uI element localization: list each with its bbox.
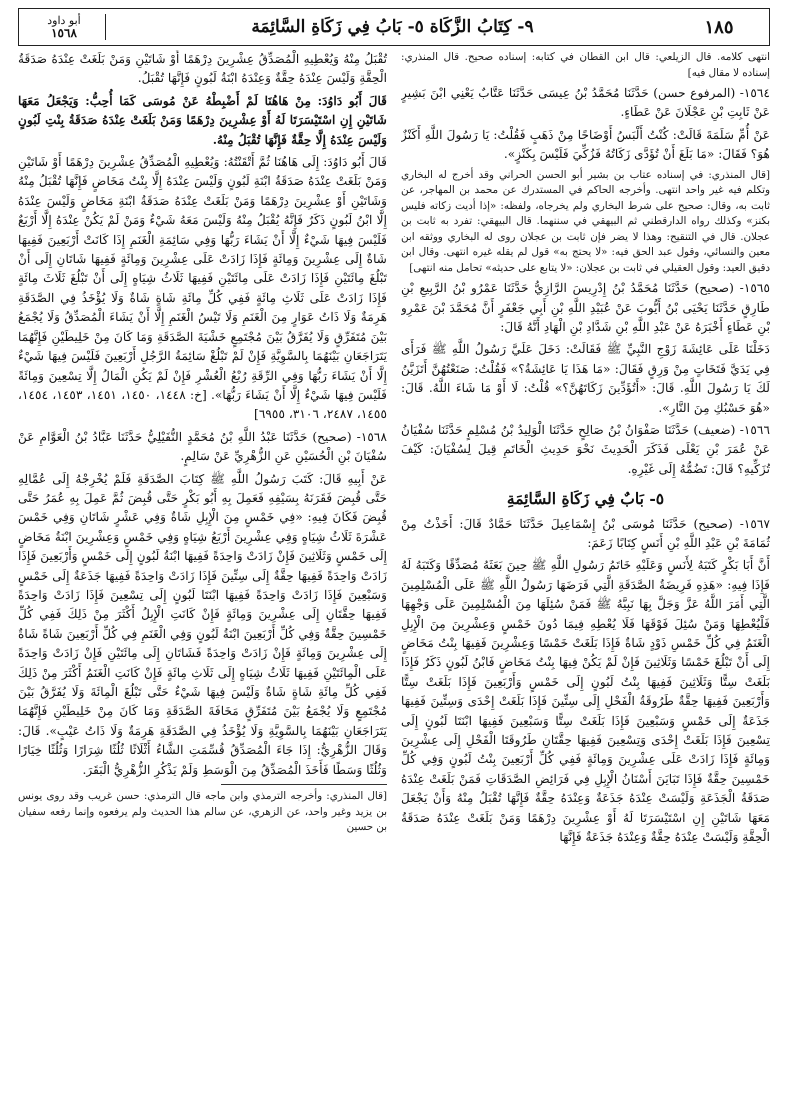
hadith-1565-isnad: ١٥٦٥- (صحيح) حَدَّثَنَا مُحَمَّدُ بْنُ إِدْرِيسَ الرَّازِيُّ حَدَّثَنَا عَمْرُو بْنُ الرَّبِيعِ بْنِ طَارِقٍ حَدَّثَنَا يَحْيَى بْنُ أَيُّوبَ عَنْ عُبَيْدِ اللَّهِ بْنِ أَبِي جَعْفَرٍ أَنَّ مُحَمَّدَ بْنَ عَمْرِو بْنِ عَطَاءٍ أَخْبَرَهُ عَنْ عَبْدِ اللَّهِ بْنِ شَدَّادِ بْنِ الْهَادِ أَنَّهُ قَالَ: <box>401 281 770 334</box>
hadith-1567-continuation: تُقْبَلُ مِنْهُ وَيُعْطِيهِ الْمُصَدِّقُ عِشْرِينَ دِرْهَمًا أَوْ شَاتَيْنِ وَمَنْ بَلَغَتْ عِنْدَهُ صَدَقَةُ الْحِقَّةِ وَلَيْسَ عِنْدَهُ حِقَّةٌ وَعِنْدَهُ ابْنَةُ لَبُونٍ فَإِنَّهَا تُقْبَلُ. <box>18 52 387 86</box>
hadith-1564-text: عَنْ أُمِّ سَلَمَةَ قَالَتْ: كُنْتُ أَلْبَسُ أَوْضَاحًا مِنْ ذَهَبٍ فَقُلْتُ: يَا رَسُولَ اللَّهِ أَكَنْزٌ هُوَ؟ فَقَالَ: «مَا بَلَغَ أَنْ تُؤَدَّى زَكَاتُهُ فَزُكِّيَ فَلَيْسَ بِكَنْزٍ». <box>401 127 770 162</box>
text-columns <box>18 50 770 1095</box>
hadith-1564-isnad: ١٥٦٤- (المرفوع حسن) حَدَّثَنَا مُحَمَّدُ بْنُ عِيسَى حَدَّثَنَا عَتَّابٌ يَعْنِي ابْنَ بَشِيرٍ عَنْ ثَابِتِ بْنِ عَجْلَانَ عَنْ عَطَاءٍ. <box>401 86 770 120</box>
abu-dawud-remark-2: قَالَ أَبُو دَاوُدَ: إِلَى هَاهُنَا ثُمَّ أَتْقَنْتُهُ: وَيُعْطِيهِ الْمُصَدِّقُ عِشْرِينَ دِرْهَمًا أَوْ شَاتَيْنِ وَمَنْ بَلَغَتْ عِنْدَهُ صَدَقَةُ ابْنَةِ لَبُونٍ وَلَيْسَ عِنْدَهُ إِلَّا بِنْتُ مَخَاضٍ فَإِنَّهَا تُقْبَلُ مِنْهُ وَشَاتَيْنِ أَوْ عِشْرِينَ دِرْهَمًا وَمَنْ بَلَغَتْ عِنْدَهُ صَدَقَةُ ابْنَةِ مَخَاضٍ وَلَيْسَ عِنْدَهُ إِلَّا ابْنُ لَبُونٍ ذَكَرٌ فَإِنَّهُ يُقْبَلُ مِنْهُ وَلَيْسَ مَعَهُ شَيْءٌ وَمَنْ لَمْ يَكُنْ عِنْدَهُ إِلَّا أَرْبَعٌ فَلَيْسَ فِيهَا شَيْءٌ إِلَّا أَنْ يَشَاءَ رَبُّهَا وَفِي سَائِمَةِ الْغَنَمِ إِذَا كَانَتْ أَرْبَعِينَ فَفِيهَا شَاةٌ إِلَى عِشْرِينَ وَمِائَةٍ فَإِذَا زَادَتْ عَلَى عِشْرِينَ وَمِائَةٍ فَفِيهَا شَاتَانِ إِلَى أَنْ تَبْلُغَ مِائَتَيْنِ فَإِذَا زَادَتْ عَلَى مِائَتَيْنِ فَفِيهَا ثَلَاثُ شِيَاهٍ إِلَى أَنْ تَبْلُغَ ثَلَاثَ مِائَةٍ فَإِذَا زَادَتْ عَلَى ثَلَاثِ مِائَةٍ فَفِي كُلِّ مِائَةِ شَاةٍ شَاةٌ وَلَا يُؤْخَذُ فِي الصَّدَقَةِ هَرِمَةٌ وَلَا ذَاتُ عَوَارٍ مِنَ الْغَنَمِ وَلَا تَيْسُ الْغَنَمِ إِلَّا أَنْ يَشَاءَ الْمُصَدِّقُ وَلَا يُجْمَعُ بَيْنَ مُتَفَرِّقٍ وَلَا يُفَرَّقُ بَيْنَ مُجْتَمِعٍ خَشْيَةَ الصَّدَقَةِ وَمَا كَانَ مِنْ خَلِيطَيْنِ فَإِنَّهُمَا يَتَرَاجَعَانِ بَيْنَهُمَا بِالسَّوِيَّةِ فَإِنْ لَمْ تَبْلُغْ سَائِمَةُ الرَّجُلِ أَرْبَعِينَ فَلَيْسَ فِيهَا شَيْءٌ إِلَّا أَنْ يَشَاءَ رَبُّهَا وَفِي الرِّقَةِ رُبْعُ الْعُشْرِ فَإِنْ لَمْ يَكُنِ الْمَالُ إِلَّا تِسْعِينَ وَمِائَةً فَلَيْسَ فِيهَا شَيْءٌ إِلَّا أَنْ يَشَاءَ رَبُّهَا». [خ: ١٤٤٨، ١٤٥٠، ١٤٥١، ١٤٥٣، ١٤٥٤، ١٤٥٥، ٢٤٨٧، ٣١٠٦، ٦٩٥٥] <box>18 155 387 422</box>
footnote-divider <box>221 784 387 785</box>
book-name: أبو داود <box>47 14 81 27</box>
running-title: ٩- كِتَابُ الزَّكَاة ٥- بَابُ فِي زَكَاةِ السَّائِمَة <box>251 17 534 37</box>
abu-dawud-remark-1: قَالَ أَبُو دَاوُدَ: مِنْ هَاهُنَا لَمْ أَضْبِطْهُ عَنْ مُوسَى كَمَا أُحِبُّ: وَيَجْعَلُ مَعَهَا شَاتَيْنِ إِنِ اسْتَيْسَرَتَا لَهُ أَوْ عِشْرِينَ دِرْهَمًا وَمَنْ بَلَغَتْ عِنْدَهُ صَدَقَةُ بِنْتِ لَبُونٍ وَلَيْسَ عِنْدَهُ إِلَّا حِقَّةٌ فَإِنَّهَا تُقْبَلُ مِنْهُ. <box>18 93 387 147</box>
hadith-range: ١٥٦٨ <box>51 26 77 40</box>
chapter-title: ٥- بَابٌ فِي زَكَاةِ السَّائِمَةِ <box>506 489 665 509</box>
hadith-1568-note: [قال المنذري: وأخرجه الترمذي وابن ماجه قال الترمذي: حسن غريب وقد روى يونس بن يزيد وغير واحد، عن الزهري، عن سالم هذا الحديث ولم يرفعوه وإنما رفعه سفيان بن حسين <box>18 790 387 834</box>
hadith-1565-text: دَخَلْنَا عَلَى عَائِشَةَ زَوْجِ النَّبِيِّ ﷺ فَقَالَتْ: دَخَلَ عَلَيَّ رَسُولُ اللَّهِ ﷺ فَرَأَى فِي يَدَيَّ فَتَخَاتٍ مِنْ وَرِقٍ فَقَالَ: «مَا هَذَا يَا عَائِشَةُ؟» فَقُلْتُ: صَنَعْتُهُنَّ أَتَزَيَّنُ لَكَ يَا رَسُولَ اللَّهِ. قَالَ: «أَتُؤَدِّينَ زَكَاتَهُنَّ؟» قُلْتُ: لَا أَوْ مَا شَاءَ اللَّهُ. قَالَ: «هُوَ حَسْبُكِ مِنَ النَّارِ». <box>401 342 770 415</box>
hadith-1567-text: أَنَّ أَبَا بَكْرٍ كَتَبَهُ لِأَنَسٍ وَعَلَيْهِ خَاتَمُ رَسُولِ اللَّهِ ﷺ حِينَ بَعَثَهُ مُصَدِّقًا وَكَتَبَهُ لَهُ فَإِذَا فِيهِ: «هَذِهِ فَرِيضَةُ الصَّدَقَةِ الَّتِي فَرَضَهَا رَسُولُ اللَّهِ ﷺ عَلَى الْمُسْلِمِينَ الَّتِي أَمَرَ اللَّهُ عَزَّ وَجَلَّ بِهَا نَبِيَّهُ ﷺ فَمَنْ سُئِلَهَا مِنَ الْمُسْلِمِينَ عَلَى وَجْهِهَا فَلْيُعْطِهَا وَمَنْ سُئِلَ فَوْقَهَا فَلَا يُعْطِهِ فِيمَا دُونَ خَمْسٍ وَعِشْرِينَ مِنَ الْإِبِلِ الْغَنَمُ فِي كُلِّ خَمْسِ ذَوْدٍ شَاةٌ فَإِذَا بَلَغَتْ خَمْسًا وَعِشْرِينَ فَفِيهَا بِنْتُ مَخَاضٍ إِلَى أَنْ تَبْلُغَ خَمْسًا وَثَلَاثِينَ فَإِنْ لَمْ يَكُنْ فِيهَا بِنْتُ مَخَاضٍ فَابْنُ لَبُونٍ ذَكَرٌ فَإِذَا بَلَغَتْ سِتًّا وَثَلَاثِينَ فَفِيهَا بِنْتُ لَبُونٍ إِلَى خَمْسٍ وَأَرْبَعِينَ فَإِذَا بَلَغَتْ سِتًّا وَأَرْبَعِينَ فَفِيهَا حِقَّةٌ طَرُوقَةُ الْفَحْلِ إِلَى سِتِّينَ فَإِذَا بَلَغَتْ إِحْدَى وَسِتِّينَ فَفِيهَا جَذَعَةٌ إِلَى خَمْسٍ وَسَبْعِينَ فَإِذَا بَلَغَتْ سِتًّا وَسَبْعِينَ فَفِيهَا ابْنَتَا لَبُونٍ إِلَى تِسْعِينَ فَإِذَا بَلَغَتْ إِحْدَى وَتِسْعِينَ فَفِيهَا حِقَّتَانِ طَرُوقَتَا الْفَحْلِ إِلَى عِشْرِينَ وَمِائَةٍ فَإِذَا زَادَتْ عَلَى عِشْرِينَ وَمِائَةٍ فَفِي كُلِّ أَرْبَعِينَ بِنْتُ لَبُونٍ وَفِي كُلِّ خَمْسِينَ حِقَّةٌ فَإِذَا تَبَايَنَ أَسْنَانُ الْإِبِلِ فِي فَرَائِضِ الصَّدَقَاتِ فَمَنْ بَلَغَتْ عِنْدَهُ صَدَقَةُ الْجَذَعَةِ وَلَيْسَتْ عِنْدَهُ جَذَعَةٌ وَعِنْدَهُ حِقَّةٌ فَإِنَّهَا تُقْبَلُ مِنْهُ وَأَنْ يَجْعَلَ مَعَهَا شَاتَيْنِ إِنِ اسْتَيْسَرَتَا لَهُ أَوْ عِشْرِينَ دِرْهَمًا وَمَنْ بَلَغَتْ عِنْدَهُ صَدَقَةُ الْحِقَّةِ وَلَيْسَتْ عِنْدَهُ حِقَّةٌ وَعِنْدَهُ جَذَعَةٌ فَإِنَّهَا <box>401 558 770 845</box>
hadith-1567-isnad: ١٥٦٧- (صحيح) حَدَّثَنَا مُوسَى بْنُ إِسْمَاعِيلَ حَدَّثَنَا حَمَّادٌ قَالَ: أَخَذْتُ مِنْ ثُمَامَةَ بْنِ عَبْدِ اللَّهِ بْنِ أَنَسٍ كِتَابًا زَعَمَ: <box>401 516 770 550</box>
hadith-1564-note: [قال المنذري: في إسناده عتاب بن بشير أبو الحسن الحراني وقد أخرج له البخاري وتكلم فيه غير واحد انتهى. وأخرجه الحاكم في المستدرك عن محمد بن المهاجر، عن ثابت به، وقال: صحيح على شرط البخاري ولم يخرجاه، ولفظه: «إذا أديت زكاته فليس بكنز» وكذلك رواه الدارقطني ثم البيهقي في سننهما. قال البيهقي: تفرد به ثابت بن عجلان. قال في التنقيح: وهذا لا يضر فإن ثابت بن عجلان روى له البخاري ووثقه ابن معين والنسائي، وقول عبد الحق فيه: «لا يحتج به» قول لم يقله غيره انتهى. وقال ابن دقيق العيد: وقول العقيلي في ثابت بن عجلان: «لا يتابع على حديثه» تحامل منه انتهى] <box>401 168 770 274</box>
left-column <box>18 50 387 1095</box>
top-note: انتهى كلامه. قال الزيلعي: قال ابن القطان في كتابه: إسناده صحيح. قال المنذري: إسناده لا مقال فيه] <box>401 51 770 79</box>
page-number: ١٨٥ <box>704 16 734 38</box>
right-column <box>401 50 770 1095</box>
page-header <box>18 8 770 46</box>
hadith-1568-text: عَنْ أَبِيهِ قَالَ: كَتَبَ رَسُولُ اللَّهِ ﷺ كِتَابَ الصَّدَقَةِ فَلَمْ يُخْرِجْهُ إِلَى عُمَّالِهِ حَتَّى قُبِضَ فَقَرَنَهُ بِسَيْفِهِ فَعَمِلَ بِهِ أَبُو بَكْرٍ حَتَّى قُبِضَ ثُمَّ عَمِلَ بِهِ عُمَرُ حَتَّى قُبِضَ فَكَانَ فِيهِ: «فِي خَمْسٍ مِنَ الْإِبِلِ شَاةٌ وَفِي عَشْرٍ شَاتَانِ وَفِي خَمْسَ عَشْرَةَ ثَلَاثُ شِيَاهٍ وَفِي عِشْرِينَ أَرْبَعُ شِيَاهٍ وَفِي خَمْسٍ وَعِشْرِينَ ابْنَةُ مَخَاضٍ إِلَى خَمْسٍ وَثَلَاثِينَ فَإِنْ زَادَتْ وَاحِدَةً فَفِيهَا ابْنَةُ لَبُونٍ إِلَى خَمْسٍ وَأَرْبَعِينَ فَإِذَا زَادَتْ وَاحِدَةً فَفِيهَا حِقَّةٌ إِلَى سِتِّينَ فَإِذَا زَادَتْ وَاحِدَةً فَفِيهَا جَذَعَةٌ إِلَى خَمْسٍ وَسَبْعِينَ فَإِذَا زَادَتْ وَاحِدَةً فَفِيهَا ابْنَتَا لَبُونٍ إِلَى تِسْعِينَ فَإِذَا زَادَتْ وَاحِدَةً فَفِيهَا حِقَّتَانِ إِلَى عِشْرِينَ وَمِائَةٍ فَإِنْ كَانَتِ الْإِبِلُ أَكْثَرَ مِنْ ذَلِكَ فَفِي كُلِّ خَمْسِينَ حِقَّةٌ وَفِي كُلِّ أَرْبَعِينَ ابْنَةُ لَبُونٍ وَفِي الْغَنَمِ فِي كُلِّ أَرْبَعِينَ شَاةً شَاةٌ إِلَى عِشْرِينَ وَمِائَةٍ فَإِنْ زَادَتْ وَاحِدَةً فَشَاتَانِ إِلَى مِائَتَيْنِ فَإِنْ زَادَتْ وَاحِدَةً عَلَى الْمِائَتَيْنِ فَفِيهَا ثَلَاثُ شِيَاهٍ إِلَى ثَلَاثِ مِائَةٍ فَإِنْ كَانَتِ الْغَنَمُ أَكْثَرَ مِنْ ذَلِكَ فَفِي كُلِّ مِائَةِ شَاةٍ شَاةٌ وَلَيْسَ فِيهَا شَيْءٌ حَتَّى تَبْلُغَ الْمِائَةَ وَلَا يُفَرَّقُ بَيْنَ مُجْتَمِعٍ وَلَا يُجْمَعُ بَيْنَ مُتَفَرِّقٍ مَخَافَةَ الصَّدَقَةِ وَمَا كَانَ مِنْ خَلِيطَيْنِ فَإِنَّهُمَا يَتَرَاجَعَانِ بَيْنَهُمَا بِالسَّوِيَّةِ وَلَا يُؤْخَذُ فِي الصَّدَقَةِ هَرِمَةٌ وَلَا ذَاتُ عَيْبٍ». قَالَ: وَقَالَ الزُّهْرِيُّ: إِذَا جَاءَ الْمُصَدِّقُ قُسِّمَتِ الشَّاءُ أَثْلَاثًا ثُلُثًا شِرَارًا وَثُلُثًا خِيَارًا وَثُلُثًا وَسَطًا فَأَخَذَ الْمُصَدِّقُ مِنَ الْوَسَطِ وَلَمْ يَذْكُرِ الزُّهْرِيُّ الْبَقَرَ. <box>18 471 387 777</box>
book-reference-box <box>29 14 106 40</box>
hadith-1568-isnad: ١٥٦٨- (صحيح) حَدَّثَنَا عَبْدُ اللَّهِ بْنُ مُحَمَّدٍ النُّفَيْلِيُّ حَدَّثَنَا عَبَّادُ بْنُ الْعَوَّامِ عَنْ سُفْيَانَ بْنِ الْحُسَيْنِ عَنِ الزُّهْرِيِّ عَنْ سَالِمٍ. <box>18 429 387 464</box>
hadith-1566-isnad: ١٥٦٦- (ضعيف) حَدَّثَنَا صَفْوَانُ بْنُ صَالِحٍ حَدَّثَنَا الْوَلِيدُ بْنُ مُسْلِمٍ حَدَّثَنَا سُفْيَانُ عَنْ عُمَرَ بْنِ يَعْلَى فَذَكَرَ الْحَدِيثَ نَحْوَ حَدِيثِ الْخَاتَمِ قِيلَ لِسُفْيَانَ: كَيْفَ تُزَكِّيهِ؟ قَالَ: تَضُمُّهُ إِلَى غَيْرِهِ. <box>401 422 770 476</box>
